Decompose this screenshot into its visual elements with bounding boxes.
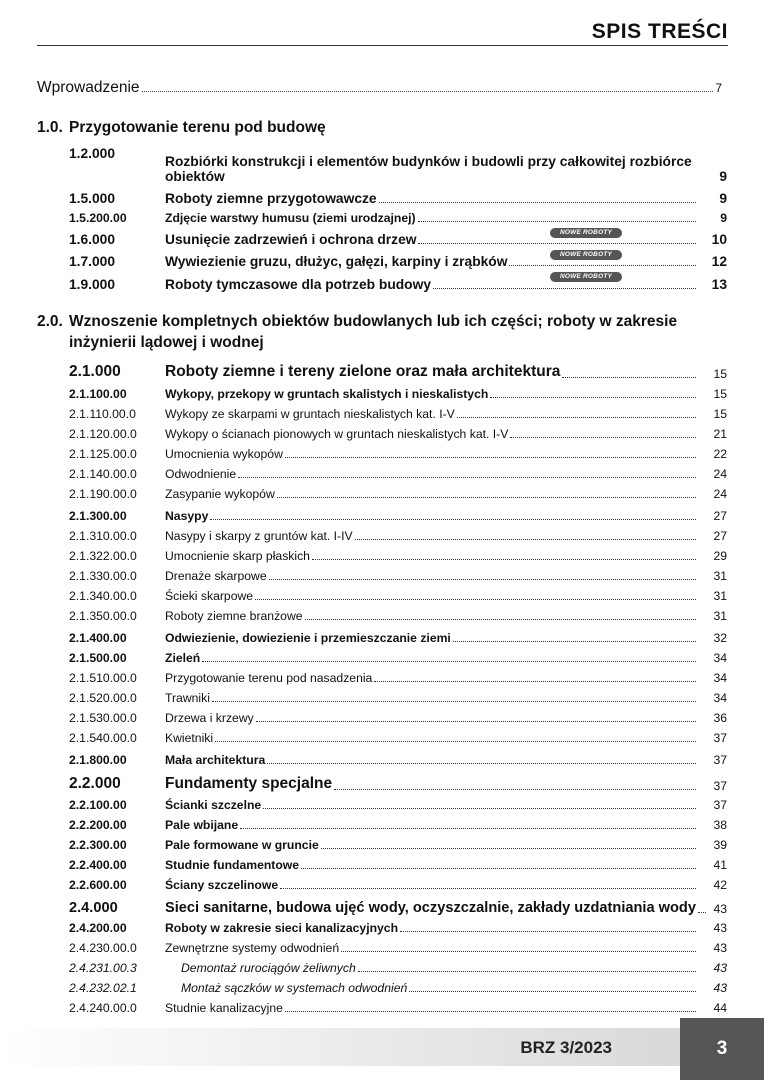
toc-text: Roboty w zakresie sieci kanalizacyjnych xyxy=(165,921,399,935)
toc-code: 1.6.000 xyxy=(69,232,116,247)
toc-entry[interactable] xyxy=(69,606,727,623)
toc-code: 1.7.000 xyxy=(69,254,116,269)
dot-leader xyxy=(490,397,696,398)
toc-text: Wywiezienie gruzu, dłużyc, gałęzi, karpiny i zrąbków xyxy=(165,254,508,269)
dot-leader xyxy=(277,497,696,498)
toc-entry[interactable] xyxy=(69,795,727,812)
dot-leader xyxy=(321,848,696,849)
toc-code: 2.1.800.00 xyxy=(69,753,127,767)
toc-page: 37 xyxy=(713,731,727,745)
toc-code: 2.2.600.00 xyxy=(69,878,127,892)
toc-code: 2.1.140.00.0 xyxy=(69,467,137,481)
dot-leader xyxy=(358,971,696,972)
toc-page: 34 xyxy=(713,651,727,665)
toc-entry[interactable] xyxy=(69,361,727,381)
dot-leader xyxy=(142,91,714,92)
toc-entry[interactable] xyxy=(69,506,727,523)
toc-code: 2.1.330.00.0 xyxy=(69,569,137,583)
toc-text: Ścianki szczelne xyxy=(165,798,262,812)
toc-page: 37 xyxy=(713,753,727,767)
toc-code: 2.1.100.00 xyxy=(69,387,127,401)
toc-page: 43 xyxy=(713,902,727,916)
dot-leader xyxy=(255,599,696,600)
toc-text: Odwodnienie xyxy=(165,467,237,481)
toc-code: 2.4.231.00.3 xyxy=(69,961,137,975)
issue-label: BRZ 3/2023 xyxy=(520,1038,612,1057)
toc-code: 2.1.000 xyxy=(69,363,121,380)
toc-text: Zasypanie wykopów xyxy=(165,487,275,501)
section-heading-1 xyxy=(37,117,728,138)
toc-code: 2.4.230.00.0 xyxy=(69,941,137,955)
dot-leader xyxy=(269,579,696,580)
toc-entry[interactable] xyxy=(69,728,727,745)
dot-leader xyxy=(312,559,696,560)
toc-entry[interactable] xyxy=(69,938,727,955)
new-works-badge: NOWE ROBOTY xyxy=(550,250,622,260)
toc-entry[interactable] xyxy=(69,773,727,793)
page-number: 3 xyxy=(716,1038,728,1059)
toc-code: 2.1.340.00.0 xyxy=(69,589,137,603)
dot-leader xyxy=(510,437,696,438)
toc-entry[interactable] xyxy=(69,708,727,725)
dot-leader xyxy=(305,619,696,620)
toc-text: Drenaże skarpowe xyxy=(165,569,267,583)
toc-code: 2.1.530.00.0 xyxy=(69,711,137,725)
dot-leader xyxy=(409,991,696,992)
toc-entry[interactable] xyxy=(69,188,727,206)
dot-leader xyxy=(240,828,696,829)
toc-intro-label: Wprowadzenie xyxy=(37,79,140,96)
toc-text: Odwiezienie, dowiezienie i przemieszczanie ziemi xyxy=(165,631,451,645)
toc-page: 27 xyxy=(713,529,727,543)
toc-code: 1.5.200.00 xyxy=(69,211,127,225)
dot-leader xyxy=(285,1011,696,1012)
toc-page: 13 xyxy=(711,277,727,292)
toc-code: 2.2.100.00 xyxy=(69,798,127,812)
toc-entry[interactable] xyxy=(69,251,727,269)
toc-entry[interactable] xyxy=(69,526,727,543)
toc-code: 2.1.540.00.0 xyxy=(69,731,137,745)
dot-leader xyxy=(212,701,696,702)
dot-leader xyxy=(341,951,696,952)
toc-entry[interactable] xyxy=(69,586,727,603)
toc-code: 2.4.200.00 xyxy=(69,921,127,935)
toc-page: 10 xyxy=(711,232,727,247)
toc-intro[interactable] xyxy=(37,79,722,97)
section-heading-2 xyxy=(37,311,728,353)
toc-entry[interactable] xyxy=(69,978,727,995)
toc-code: 2.2.400.00 xyxy=(69,858,127,872)
toc-page: 29 xyxy=(713,549,727,563)
toc-entry[interactable] xyxy=(69,566,727,583)
toc-text: Sieci sanitarne, budowa ujęć wody, oczyszczalnie, zakłady uzdatniania wody xyxy=(165,900,696,916)
toc-page: 44 xyxy=(713,1001,727,1015)
toc-entry[interactable] xyxy=(69,484,727,501)
toc-page: 24 xyxy=(713,487,727,501)
toc-page: 31 xyxy=(713,609,727,623)
toc-code: 2.1.125.00.0 xyxy=(69,447,137,461)
toc-entry[interactable] xyxy=(69,688,727,705)
toc-page: 36 xyxy=(713,711,727,725)
toc-text: Nasypy xyxy=(165,509,209,523)
toc-entry[interactable] xyxy=(69,875,727,892)
toc-entry[interactable] xyxy=(69,464,727,481)
dot-leader xyxy=(238,477,696,478)
toc-page: 34 xyxy=(713,691,727,705)
toc-text: Zewnętrzne systemy odwodnień xyxy=(165,941,340,955)
dot-leader xyxy=(301,868,696,869)
toc-code: 2.1.322.00.0 xyxy=(69,549,137,563)
toc-entry[interactable] xyxy=(69,648,727,665)
toc-intro-page: 7 xyxy=(715,81,722,95)
toc-entry[interactable] xyxy=(69,835,727,852)
toc-code: 2.1.120.00.0 xyxy=(69,427,137,441)
toc-code: 2.4.000 xyxy=(69,900,118,916)
section-number: 2.0. xyxy=(37,313,63,330)
dot-leader xyxy=(418,221,696,222)
toc-code: 2.1.110.00.0 xyxy=(69,407,136,421)
toc-entry[interactable] xyxy=(69,208,727,225)
toc-page: 43 xyxy=(713,961,727,975)
toc-entry[interactable] xyxy=(69,958,727,975)
toc-text: Pale wbijane xyxy=(165,818,239,832)
section-number: 1.0. xyxy=(37,119,63,136)
toc-text: Studnie fundamentowe xyxy=(165,858,300,872)
toc-text: Przygotowanie terenu pod nasadzenia xyxy=(165,671,373,685)
toc-text: Usunięcie zadrzewień i ochrona drzew xyxy=(165,232,417,247)
toc-text: Roboty tymczasowe dla potrzeb budowy xyxy=(165,277,432,292)
toc-page: 31 xyxy=(713,569,727,583)
dot-leader xyxy=(285,457,696,458)
toc-page: 9 xyxy=(720,211,727,225)
toc-text: Trawniki xyxy=(165,691,210,705)
toc-page: 43 xyxy=(713,921,727,935)
dot-leader xyxy=(267,763,696,764)
toc-code: 2.1.310.00.0 xyxy=(69,529,137,543)
dot-leader xyxy=(355,539,696,540)
toc-text: Roboty ziemne i tereny zielone oraz mała architektura xyxy=(165,363,561,380)
dot-leader xyxy=(453,641,696,642)
dot-leader xyxy=(400,931,696,932)
toc-text: Demontaż rurociągów żeliwnych xyxy=(181,961,356,975)
toc-text: Rozbiórki konstrukcji i elementów budynków i budowli przy całkowitej rozbiórce obiektów xyxy=(165,154,692,184)
toc-code: 1.2.000 xyxy=(69,146,116,161)
toc-entry[interactable] xyxy=(69,546,727,563)
dot-leader xyxy=(374,681,696,682)
page-title: SPIS TREŚCI xyxy=(591,20,728,43)
toc-code: 1.5.000 xyxy=(69,191,116,206)
toc-page: 43 xyxy=(713,981,727,995)
dot-leader xyxy=(433,288,696,289)
page-footer xyxy=(0,1018,764,1080)
toc-text: Wykopy ze skarpami w gruntach nieskalistych kat. I-V xyxy=(165,407,455,421)
section-title: Przygotowanie terenu pod budowę xyxy=(69,119,326,136)
toc-text: Studnie kanalizacyjne xyxy=(165,1001,283,1015)
toc-text: Roboty ziemne branżowe xyxy=(165,609,303,623)
toc-page: 27 xyxy=(713,509,727,523)
toc-text: Zieleń xyxy=(165,651,201,665)
toc-code: 2.1.300.00 xyxy=(69,509,127,523)
toc-code: 2.2.200.00 xyxy=(69,818,127,832)
toc-page: 38 xyxy=(713,818,727,832)
dot-leader xyxy=(379,202,696,203)
toc-page: 9 xyxy=(719,191,727,206)
toc-entry[interactable] xyxy=(69,855,727,872)
toc-text: Fundamenty specjalne xyxy=(165,775,333,792)
toc-page: 37 xyxy=(713,779,727,793)
toc-text: Kwietniki xyxy=(165,731,214,745)
dot-leader xyxy=(418,243,696,244)
toc-entry[interactable] xyxy=(69,444,727,461)
toc-code: 2.1.500.00 xyxy=(69,651,127,665)
toc-code: 2.1.190.00.0 xyxy=(69,487,137,501)
toc-page: 39 xyxy=(713,838,727,852)
toc-page: 43 xyxy=(713,941,727,955)
toc-page: 31 xyxy=(713,589,727,603)
toc-entry[interactable] xyxy=(69,274,727,292)
toc-code: 2.1.400.00 xyxy=(69,631,127,645)
dot-leader xyxy=(215,741,696,742)
toc-page: 15 xyxy=(713,367,727,381)
toc-text: Wykopy o ścianach pionowych w gruntach nieskalistych kat. I-V xyxy=(165,427,509,441)
dot-leader xyxy=(509,265,696,266)
toc-page: 12 xyxy=(711,254,727,269)
toc-page: 22 xyxy=(713,447,727,461)
toc-page: 9 xyxy=(719,169,727,184)
toc-text: Wykopy, przekopy w gruntach skalistych i nieskalistych xyxy=(165,387,489,401)
dot-leader xyxy=(202,661,696,662)
page-number-box xyxy=(680,1018,764,1080)
toc-page: 24 xyxy=(713,467,727,481)
toc-entry[interactable] xyxy=(69,424,727,441)
toc-entry[interactable] xyxy=(69,815,727,832)
dot-leader xyxy=(457,417,696,418)
dot-leader xyxy=(263,808,696,809)
dot-leader xyxy=(256,721,696,722)
toc-text: Ściany szczelinowe xyxy=(165,878,279,892)
toc-text: Umocnienie skarp płaskich xyxy=(165,549,310,563)
toc-entry[interactable] xyxy=(69,146,727,184)
header-rule xyxy=(37,45,728,46)
toc-text: Zdjęcie warstwy humusu (ziemi urodzajnej) xyxy=(165,211,416,225)
toc-page: 42 xyxy=(713,878,727,892)
toc-code: 1.9.000 xyxy=(69,277,116,292)
toc-page: 21 xyxy=(713,427,727,441)
toc-code: 2.2.300.00 xyxy=(69,838,127,852)
dot-leader xyxy=(280,888,696,889)
new-works-badge: NOWE ROBOTY xyxy=(550,228,622,238)
toc-entry[interactable] xyxy=(69,628,727,645)
toc-text: Mała architektura xyxy=(165,753,266,767)
toc-code: 2.1.510.00.0 xyxy=(69,671,137,685)
toc-page: 41 xyxy=(713,858,727,872)
toc-entry[interactable] xyxy=(69,918,727,935)
toc-text: Umocnienia wykopów xyxy=(165,447,283,461)
toc-text: Pale formowane w gruncie xyxy=(165,838,319,852)
toc-code: 2.1.520.00.0 xyxy=(69,691,137,705)
section-title: Wznoszenie kompletnych obiektów budowlanych lub ich części; roboty w zakresie inżynierii lądowej i wodnej xyxy=(69,313,678,351)
toc-entry[interactable] xyxy=(69,229,727,247)
dot-leader xyxy=(334,789,696,790)
toc-entry[interactable] xyxy=(69,998,727,1015)
toc-entry[interactable] xyxy=(69,384,727,401)
toc-page: 37 xyxy=(713,798,727,812)
toc-text: Drzewa i krzewy xyxy=(165,711,254,725)
toc-text: Ścieki skarpowe xyxy=(165,589,254,603)
toc-page: 15 xyxy=(713,407,727,421)
dot-leader xyxy=(562,377,696,378)
toc-page: 34 xyxy=(713,671,727,685)
toc-code: 2.2.000 xyxy=(69,775,121,792)
toc-entry[interactable] xyxy=(69,750,727,767)
new-works-badge: NOWE ROBOTY xyxy=(550,272,622,282)
toc-text: Nasypy i skarpy z gruntów kat. I-IV xyxy=(165,529,353,543)
toc-code: 2.1.350.00.0 xyxy=(69,609,137,623)
toc-text: Roboty ziemne przygotowawcze xyxy=(165,191,377,206)
toc-entry[interactable] xyxy=(69,668,727,685)
dot-leader xyxy=(210,519,696,520)
toc-code: 2.4.240.00.0 xyxy=(69,1001,137,1015)
toc-entry[interactable] xyxy=(69,896,727,916)
toc-code: 2.4.232.02.1 xyxy=(69,981,137,995)
toc-text: Montaż sączków w systemach odwodnień xyxy=(181,981,408,995)
toc-entry[interactable] xyxy=(69,404,727,421)
toc-page: 32 xyxy=(713,631,727,645)
toc-page: 15 xyxy=(713,387,727,401)
